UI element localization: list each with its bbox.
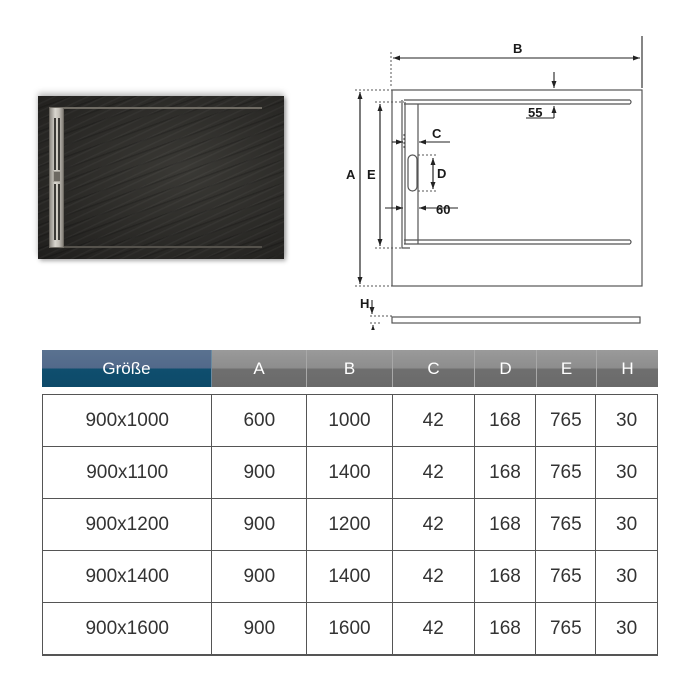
- cell-c: 42: [393, 603, 475, 654]
- dim-label-d: D: [437, 166, 447, 181]
- product-photo: [38, 96, 284, 259]
- cell-b: 1000: [307, 395, 393, 446]
- drain-grate-icon: [53, 171, 61, 182]
- cell-b: 1400: [307, 447, 393, 498]
- drain-slot: [58, 118, 60, 170]
- column-header-c: C: [393, 350, 475, 387]
- cell-b: 1400: [307, 551, 393, 602]
- cell-c: 42: [393, 447, 475, 498]
- cell-d: 168: [475, 499, 537, 550]
- drain-slot: [54, 184, 56, 240]
- cell-size: 900x1100: [43, 447, 212, 498]
- cell-b: 1200: [307, 499, 393, 550]
- dim-label-55: 55: [528, 105, 543, 120]
- cell-a: 900: [212, 551, 307, 602]
- cell-size: 900x1000: [43, 395, 212, 446]
- table-row: [43, 603, 657, 654]
- cell-a: 600: [212, 395, 307, 446]
- dim-label-e: E: [367, 167, 376, 182]
- column-header-size: Größe: [42, 350, 212, 387]
- linear-drain: [49, 107, 64, 248]
- cell-e: 765: [536, 447, 596, 498]
- cell-e: 765: [536, 603, 596, 654]
- cell-c: 42: [393, 499, 475, 550]
- cell-d: 168: [475, 603, 537, 654]
- drain-slot: [58, 184, 60, 240]
- tray-inner-edge-bottom: [49, 246, 262, 248]
- cell-e: 765: [536, 395, 596, 446]
- cell-d: 168: [475, 447, 537, 498]
- cell-d: 168: [475, 551, 537, 602]
- cell-c: 42: [393, 395, 475, 446]
- table-row: [43, 447, 657, 499]
- dimension-drawing: [340, 30, 670, 330]
- dim-label-c: C: [432, 126, 442, 141]
- column-header-a: A: [212, 350, 307, 387]
- column-header-h: H: [597, 350, 658, 387]
- cell-h: 30: [616, 513, 638, 535]
- column-header-b: B: [307, 350, 393, 387]
- dim-label-h: H: [360, 296, 370, 311]
- cell-e: 765: [536, 499, 596, 550]
- cell-size: 900x1200: [43, 499, 212, 550]
- column-header-e: E: [537, 350, 597, 387]
- dimension-diagram: [340, 30, 670, 330]
- drain-slot: [54, 118, 56, 170]
- cell-h: 30: [616, 617, 638, 639]
- dim-label-60: 60: [436, 202, 451, 217]
- table-header: [42, 350, 658, 387]
- cell-a: 900: [212, 447, 307, 498]
- cell-c: 42: [393, 551, 475, 602]
- table-row: [43, 499, 657, 551]
- cell-b: 1600: [307, 603, 393, 654]
- size-table: [42, 350, 658, 656]
- cell-h: 30: [616, 565, 638, 587]
- table-row: [43, 395, 657, 447]
- cell-a: 900: [212, 603, 307, 654]
- cell-size: 900x1600: [43, 603, 212, 654]
- table-body: [42, 394, 658, 656]
- dim-label-b: B: [513, 41, 523, 56]
- cell-a: 900: [212, 499, 307, 550]
- cell-e: 765: [536, 551, 596, 602]
- slate-shower-tray: [38, 96, 284, 259]
- table-row: [43, 551, 657, 603]
- cell-size: 900x1400: [43, 551, 212, 602]
- column-header-d: D: [475, 350, 537, 387]
- dim-label-a: A: [346, 167, 356, 182]
- cell-h: 30: [616, 461, 638, 483]
- cell-h: 30: [616, 409, 638, 431]
- tray-inner-edge-top: [49, 107, 262, 109]
- cell-d: 168: [475, 395, 537, 446]
